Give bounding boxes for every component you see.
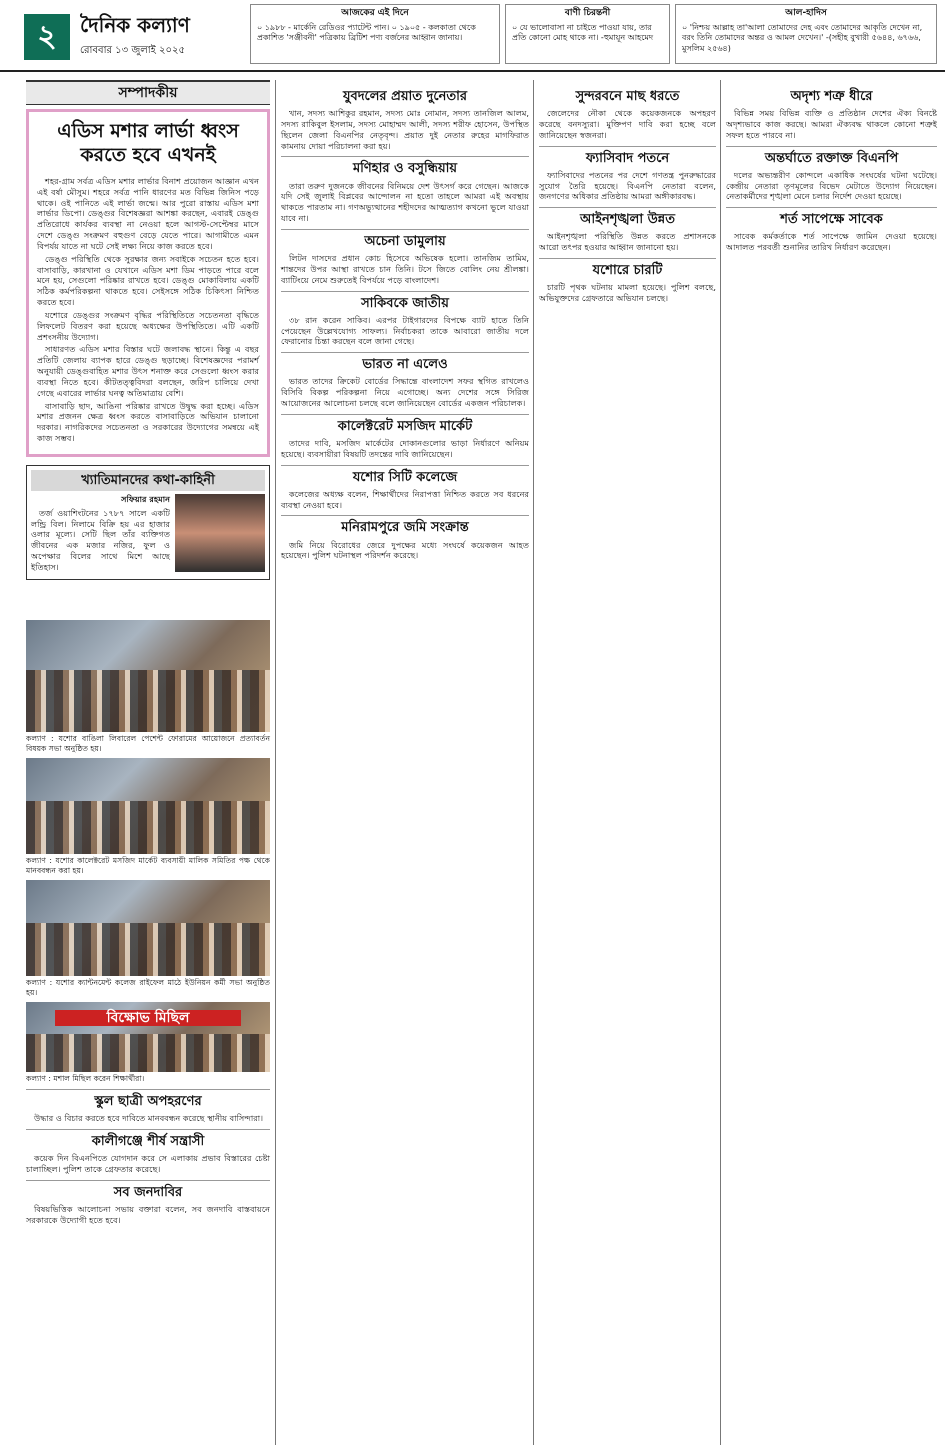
- headline: ভারত না এলেও: [281, 352, 529, 373]
- article-text: খান, সদস্য আশিকুর রহমান, সদস্য মোঃ নোমান, সদস্য তানজিল আলম, সদস্য রাকিবুল ইসলাম, সদস্য মোহাম্মদ আলী, সদস্য শরীফ হোসেন, উপস্থিত ছিলেন জেলা বিএনপির নেতৃবৃন্দ। প্রয়াত দুই নেতার রুহের মাগফিরাত কামনায় দোয়া পরিচালনা করা হয়।: [281, 108, 529, 151]
- headline: যুবদলের প্রয়াত দুনেতার: [342, 89, 468, 104]
- headline: সব জনদাবির: [26, 1180, 270, 1201]
- today-box: [250, 4, 500, 64]
- headline: মনিরামপুরে জমি সংক্রান্ত: [281, 515, 529, 536]
- headline: যশোর সিটি কলেজে: [281, 465, 529, 486]
- hadith-title: আল-হাদিস: [785, 8, 827, 18]
- article-text: সাবেক কর্মকর্তাকে শর্ত সাপেক্ষে জামিন দেওয়া হয়েছে। আদালত পরবর্তী শুনানির তারিখ নির্ধারণ করেছেন।: [726, 231, 937, 253]
- news-column-4: [726, 80, 937, 255]
- headline: শর্ত সাপেক্ষে সাবেক: [726, 207, 937, 228]
- article-text: দলের অভ্যন্তরীণ কোন্দলে একাধিক সংঘর্ষের ঘটনা ঘটেছে। কেন্দ্রীয় নেতারা তৃণমূলের বিভেদ মেটাতে উদ্যোগ নিয়েছেন। নেতাকর্মীদের শৃঙ্খলা মেনে চলার নির্দেশ দেওয়া হয়েছে।: [726, 169, 937, 202]
- article-text: ভারত তাদের ক্রিকেট বোর্ডের সিদ্ধান্তে বাংলাদেশ সফর স্থগিত রাখলেও বিসিবি বিকল্প পরিকল্পনা নিয়ে এগোচ্ছে। অন্য দেশের সঙ্গে সিরিজ আয়োজনের আলোচনা চলছে বলে জানিয়েছেন বোর্ডের একজন পরিচালক।: [281, 376, 529, 409]
- article-text: বিষয়ভিত্তিক আলোচনা সভায় বক্তারা বলেন, সব জনদাবি বাস্তবায়নে সরকারকে উদ্যোগী হতে হবে।: [26, 1204, 270, 1225]
- editorial-paragraph: যশোরে ডেঙ্গুর সংক্রমণ বৃদ্ধির পরিস্থিতিতে সচেতনতা বৃদ্ধিতে লিফলেট বিতরণ করা হয়েছে অধ্যক্ষের উপস্থিতিতে। এটি একটি প্রশংসনীয় উদ্যোগ।: [37, 309, 259, 342]
- article-text: জেলেদের নৌকা থেকে কয়েকজনকে অপহরণ করেছে বনদস্যুরা। মুক্তিপণ দাবি করা হচ্ছে বলে জানিয়েছেন স্বজনরা।: [539, 108, 716, 140]
- editorial-section-heading: সম্পাদকীয়: [26, 80, 270, 105]
- photo-column: [26, 620, 270, 1228]
- author-photo: [175, 494, 265, 572]
- news-photo: [26, 880, 270, 976]
- protest-banner: বিক্ষোভ মিছিল: [55, 1010, 240, 1025]
- editorial-paragraph: সাধারণত এডিস মশার বিস্তার ঘটে জলাবদ্ধ স্থানে। কিন্তু এ বছর প্রতিটি জেলায় ব্যাপক হারে ডেঙ্গু ছড়াচ্ছে। বিশেষজ্ঞদের পরামর্শ অনুযায়ী ডেঙ্গুবাহিত মশার উৎস শনাক্ত করে সেগুলো ধ্বংস করার ব্যবস্থা নিতে হবে। কীটতত্ত্ববিদরা বলছেন, জরিপ চালিয়ে দেখা গেছে এবারের লার্ভার ঘনত্ব অতিমাত্রায় বেশি।: [37, 344, 259, 398]
- article-text: তারা তরুণ দুজনকে জীবনের বিনিময়ে দেশ উৎসর্গ করে গেছেন। আজকে যদি সেই জুলাই বিপ্লবের আন্দোলন না হতো তাহলে আমরা এই অবস্থায় থাকতে পারতাম না। গণঅভ্যুত্থানের শহীদদের আত্মত্যাগ কখনো ভুলে যাওয়া যাবে না।: [281, 180, 529, 224]
- article-text: আইনশৃঙ্খলা পরিস্থিতি উন্নত করতে প্রশাসনকে আরো তৎপর হওয়ার আহ্বান জানানো হয়।: [539, 231, 716, 253]
- editorial-paragraph: শহর-গ্রাম সর্বত্র এডিস মশার লার্ভার বিনাশ প্রয়োজন আজ্ঞান এখন এই বর্ষা মৌসুম। শহরে সর্বত্র পানি ধারণের মত বিভিন্ন জিনিস পড়ে থাকে। ওই পানিতে এই লার্ভা জন্মে। আর পুরো রাস্তায় এডিস মশা লার্ভার ডিপো। ডেঙ্গুর বিশেষজ্ঞরা আশঙ্কা করছেন, এবারই ডেঙ্গু প্রতিরোধে কার্যকর ব্যবস্থা না নেওয়া হলে আগস্ট-সেপ্টেম্বর মাসে দেশে ডেঙ্গু সংক্রমণ বহুগুণ বেড়ে যেতে পারে। আগামীতে এমন বিপর্যয় যাতে না ঘটে সেই লক্ষ্য নিয়ে কাজ করতে হবে।: [37, 175, 259, 251]
- news-photo: [26, 620, 270, 732]
- article-text: কলেজের অধ্যক্ষ বলেন, শিক্ষার্থীদের নিরাপত্তা নিশ্চিত করতে সব ধরনের ব্যবস্থা নেওয়া হবে।: [281, 488, 529, 510]
- masthead: [0, 0, 945, 72]
- news-column-2: [281, 80, 529, 563]
- today-title: আজকের এই দিনে: [341, 8, 409, 18]
- story-author: সফিয়ার রহমান: [121, 494, 170, 504]
- news-photo: [26, 758, 270, 854]
- headline: সাকিবকে জাতীয়: [281, 291, 529, 312]
- headline: মণিহার ও বসুন্ধিয়ায়: [281, 156, 529, 177]
- headline: ফ্যাসিবাদ পতনে: [539, 146, 716, 167]
- paper-name: দৈনিক কল্যাণ: [80, 13, 190, 37]
- page-number: ২: [24, 14, 70, 60]
- photo-caption: কল্যাণ : যশোর ক্যান্টনমেন্ট কলেজ রাইফেল মাঠে ইউনিয়ন কর্মী সভা অনুষ্ঠিত হয়।: [26, 978, 270, 998]
- article-text: চারটি পৃথক ঘটনায় মামলা হয়েছে। পুলিশ বলছে, অভিযুক্তদের গ্রেফতারে অভিযান চলছে।: [539, 282, 716, 304]
- column-rule: [275, 80, 276, 1445]
- story-text: তর্জ ওয়াশিংটনের ১৭৮৭ সালে একটি লন্ড্রি বিল। নিলামে বিক্রি হয় এর হাজার ওলার মূল্যে। সেটি ছিল তাঁর ব্যক্তিগত জীবনের এক মজার নজির, ফুল ও অপেক্ষার বিলের সাথে মিশে আছে ইতিহাস।: [31, 507, 170, 572]
- news-column-3: [539, 80, 716, 306]
- article-text: জমি নিয়ে বিরোধের জেরে দুপক্ষের মধ্যে সংঘর্ষে কয়েকজন আহত হয়েছেন। পুলিশ ঘটনাস্থল পরিদর্শন করেছে।: [281, 539, 529, 561]
- hadith-box: [675, 4, 937, 64]
- headline: আইনশৃঙ্খলা উন্নত: [539, 207, 716, 228]
- article-text: তাদের দাবি, মসজিদ মার্কেটের দোকানগুলোর ভাড়া নির্ধারণে অনিয়ম হয়েছে। ব্যবসায়ীরা বিষয়টি তদন্তের দাবি জানিয়েছেন।: [281, 438, 529, 459]
- headline: অন্তর্ঘাতে রক্তাক্ত বিএনপি: [726, 146, 937, 167]
- article-text: লিটন দাসদের প্রধান কোচ হিসেবে অভিষেক হলো। তানজিম তামিম, শান্তদের উপর আস্থা রাখতে চান তিনি। টসে জিতে বোলিং নেয় শ্রীলঙ্কা। ব্যাটিংয়ে নেমে শুরুতেই বিপর্যয়ে পড়ে বাংলাদেশ।: [281, 253, 529, 285]
- headline: অদৃশ্য শত্রু ধীরে: [790, 89, 873, 104]
- quote-title: বাণী চিরন্তনী: [564, 8, 611, 18]
- editorial-title: এডিস মশার লার্ভা ধ্বংস করতে হবে এখনই: [57, 120, 239, 167]
- news-photo: [26, 1002, 270, 1072]
- article-text: উদ্ধার ও বিচার করতে হবে দাবিতে মানববন্ধন করেছে স্থানীয় বাসিন্দারা।: [34, 1113, 264, 1124]
- headline: কালীগঞ্জে শীর্ষ সন্ত্রাসী: [26, 1129, 270, 1150]
- quote-text: ০ যে ভালোবাসা না চাইতে পাওয়া যায়, তার প্রতি কোনো মোহ থাকে না। -হুমায়ূন আহমেদ: [512, 22, 654, 43]
- article-text: ৩৮ রান করেন সাকিব। এরপর টাইগারদের বিপক্ষে ব্যাট হাতে তিনি পেয়েছেন উল্লেখযোগ্য সাফল্য। নির্বাচকরা তাকে আবারো জাতীয় দলে ফেরানোর চিন্তা করছেন বলে জানা গেছে।: [281, 314, 529, 347]
- paper-date: রোববার ১৩ জুলাই ২০২৫: [80, 45, 186, 56]
- story-box: [26, 465, 270, 580]
- headline: কালেক্টরেট মসজিদ মার্কেট: [281, 414, 529, 435]
- hadith-text: ০ 'নিশ্চয় আল্লাহ তা'আলা তোমাদের দেহ এবং তোমাদের আকৃতি দেখেন না, বরং তিনি তোমাদের অন্তর ও আমল দেখেন।' -(সহীহ বুখারী ৫৬৪৪, ৬৭৬৬, মুসলিম ২৫৬৪): [682, 22, 923, 53]
- headline: অচেনা ডামুলায়: [281, 229, 529, 250]
- photo-caption: কল্যাণ : যশোর কালেক্টরেট মসজিদ মার্কেট ব্যবসায়ী মালিক সমিতির পক্ষ থেকে মানববন্ধন করা হয়।: [26, 856, 270, 876]
- today-text: ০ ১৯৮৮ - মার্কেনি রেডিওর প্যাটেন্ট পান। ০ ১৯০৫ - কলকাতা থেকে প্রকাশিত 'সঞ্জীবনী' পত্রিকায় ব্রিটিশ পণ্য বর্জনের আহ্বান জানায়।: [257, 22, 476, 43]
- editorial-column: [26, 80, 270, 580]
- photo-caption: কল্যাণ : মশাল মিছিল করেন শিক্ষার্থীরা।: [26, 1074, 145, 1084]
- headline: যশোরে চারটি: [539, 258, 716, 279]
- headline: সুন্দরবনে মাছ ধরতে: [575, 89, 680, 104]
- article-text: কয়েক দিন বিএনপিতে যোগদান করে সে এলাকায় প্রভাব বিস্তারের চেষ্টা চালাচ্ছিল। পুলিশ তাকে গ্রেফতার করেছে।: [26, 1153, 270, 1175]
- editorial-paragraph: ডেঙ্গু পরিস্থিতি থেকে সুরক্ষার জন্য সবাইকে সচেতন হতে হবে। বাসাবাড়ি, কারখানা ও যেখানে এডিস মশা ডিম পাড়তে পারে বলে মনে হয়, সেগুলো পরিষ্কার রাখতে হবে। ডেঙ্গু মোকাবিলায় একটি সঠিক কর্মপরিকল্পনা থাকতে হবে। সেইসঙ্গে সঠিক চিকিৎসা নিশ্চিত করতে হবে।: [37, 253, 259, 308]
- column-rule: [720, 80, 721, 1445]
- article-text: বিভিন্ন সময় বিভিন্ন ব্যক্তি ও প্রতিষ্ঠান দেশের ঐক্য বিনষ্টে অদৃশ্যভাবে কাজ করছে। আমরা ঐক্যবদ্ধ থাকলে কোনো শত্রুই সফল হতে পারবে না।: [726, 108, 937, 140]
- photo-caption: কল্যাণ : যশোর বাঙিলা লিবারেল পেশেন্ট ফোরামের আয়োজনে প্রত্যাবর্তন বিষয়ক সভা অনুষ্ঠিত হয়।: [26, 734, 270, 754]
- editorial-box: [26, 109, 270, 456]
- story-title: খ্যাতিমানদের কথা-কাহিনী: [31, 470, 265, 491]
- editorial-paragraph: বাসাবাড়ি ছাদ, আঙিনা পরিষ্কার রাখতে উদ্বুদ্ধ করা হচ্ছে। এডিস মশার প্রজনন ক্ষেত্র ধ্বংস করতে বাসাবাড়িতে অভিযান চালানো দরকার। নাগরিকদের সচেতনতা ও সরকারের উদ্যোগের সমন্বয়ে এই কাজ সম্ভব।: [37, 400, 259, 444]
- headline: স্কুল ছাত্রী অপহরণের: [26, 1089, 270, 1110]
- quote-box: [505, 4, 670, 64]
- article-text: ফ্যাসিবাদের পতনের পর দেশে গণতন্ত্র পুনরুদ্ধারের সুযোগ তৈরি হয়েছে। বিএনপি নেতারা বলেন, জনগণের অধিকার প্রতিষ্ঠায় আমরা অঙ্গীকারবদ্ধ।: [539, 169, 716, 202]
- column-rule: [533, 80, 534, 1445]
